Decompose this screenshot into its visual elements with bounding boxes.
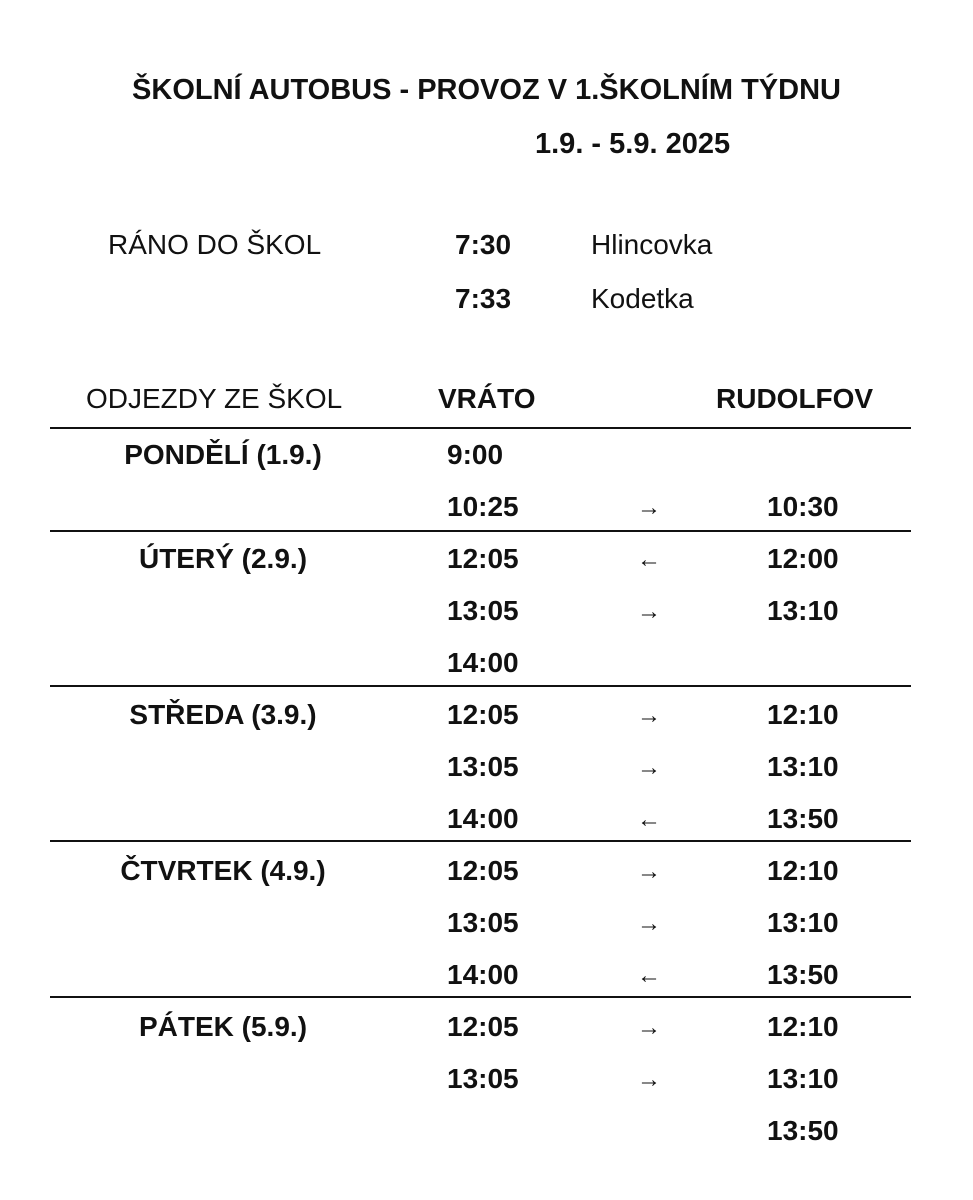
departure-vrato: 13:05 xyxy=(447,1063,519,1094)
departure-vrato: 12:05 xyxy=(447,699,519,730)
direction-arrow: → xyxy=(637,858,661,885)
date-range: 1.9. - 5.9. 2025 xyxy=(535,128,731,160)
direction-arrow: → xyxy=(637,754,661,781)
departure-rudolfov: 12:00 xyxy=(767,543,839,574)
day-label: ČTVRTEK (4.9.) xyxy=(120,855,326,886)
morning-stop: Hlincovka xyxy=(591,229,713,260)
departure-rudolfov: 12:10 xyxy=(767,699,839,730)
departure-vrato: 14:00 xyxy=(447,803,519,834)
departure-rudolfov: 13:10 xyxy=(767,751,839,782)
day-label: ÚTERÝ (2.9.) xyxy=(138,543,308,574)
day-label: STŘEDA (3.9.) xyxy=(129,699,317,730)
day-label: PONDĚLÍ (1.9.) xyxy=(124,439,322,470)
departure-rudolfov: 12:10 xyxy=(767,855,839,886)
departure-vrato: 9:00 xyxy=(447,439,504,470)
section-divider xyxy=(50,685,911,687)
morning-time: 7:30 xyxy=(455,229,512,260)
departure-vrato: 13:05 xyxy=(447,595,519,626)
section-divider xyxy=(50,996,911,998)
direction-arrow: → xyxy=(637,598,661,625)
morning-time: 7:33 xyxy=(455,283,512,314)
direction-arrow: ← xyxy=(637,546,661,573)
departure-vrato: 13:05 xyxy=(447,751,519,782)
departure-vrato: 13:05 xyxy=(447,907,519,938)
direction-arrow: → xyxy=(637,1066,661,1093)
departure-vrato: 14:00 xyxy=(447,959,519,990)
direction-arrow: → xyxy=(637,494,661,521)
departure-rudolfov: 10:30 xyxy=(767,491,839,522)
direction-arrow: ← xyxy=(637,962,661,989)
direction-arrow: → xyxy=(637,910,661,937)
departures-label: ODJEZDY ZE ŠKOL xyxy=(86,383,343,414)
section-divider xyxy=(50,427,911,429)
departure-rudolfov: 13:50 xyxy=(767,959,839,990)
departure-vrato: 14:00 xyxy=(447,647,519,678)
departure-rudolfov: 13:50 xyxy=(767,1115,839,1146)
departure-rudolfov: 13:10 xyxy=(767,595,839,626)
morning-label: RÁNO DO ŠKOL xyxy=(108,229,322,260)
departure-rudolfov: 13:10 xyxy=(767,1063,839,1094)
departure-vrato: 12:05 xyxy=(447,855,519,886)
direction-arrow: ← xyxy=(637,806,661,833)
departure-rudolfov: 13:10 xyxy=(767,907,839,938)
day-label: PÁTEK (5.9.) xyxy=(138,1011,308,1042)
section-divider xyxy=(50,840,911,842)
column-header-rudolfov: RUDOLFOV xyxy=(716,383,874,414)
page-title: ŠKOLNÍ AUTOBUS - PROVOZ V 1.ŠKOLNÍM TÝDNU xyxy=(132,74,841,106)
departure-vrato: 12:05 xyxy=(447,1011,519,1042)
departure-rudolfov: 12:10 xyxy=(767,1011,839,1042)
morning-stop: Kodetka xyxy=(591,283,694,314)
direction-arrow: → xyxy=(637,702,661,729)
section-divider xyxy=(50,530,911,532)
departure-rudolfov: 13:50 xyxy=(767,803,839,834)
departure-vrato: 10:25 xyxy=(447,491,519,522)
direction-arrow: → xyxy=(637,1014,661,1041)
column-header-vrato: VRÁTO xyxy=(438,383,536,414)
departure-vrato: 12:05 xyxy=(447,543,519,574)
